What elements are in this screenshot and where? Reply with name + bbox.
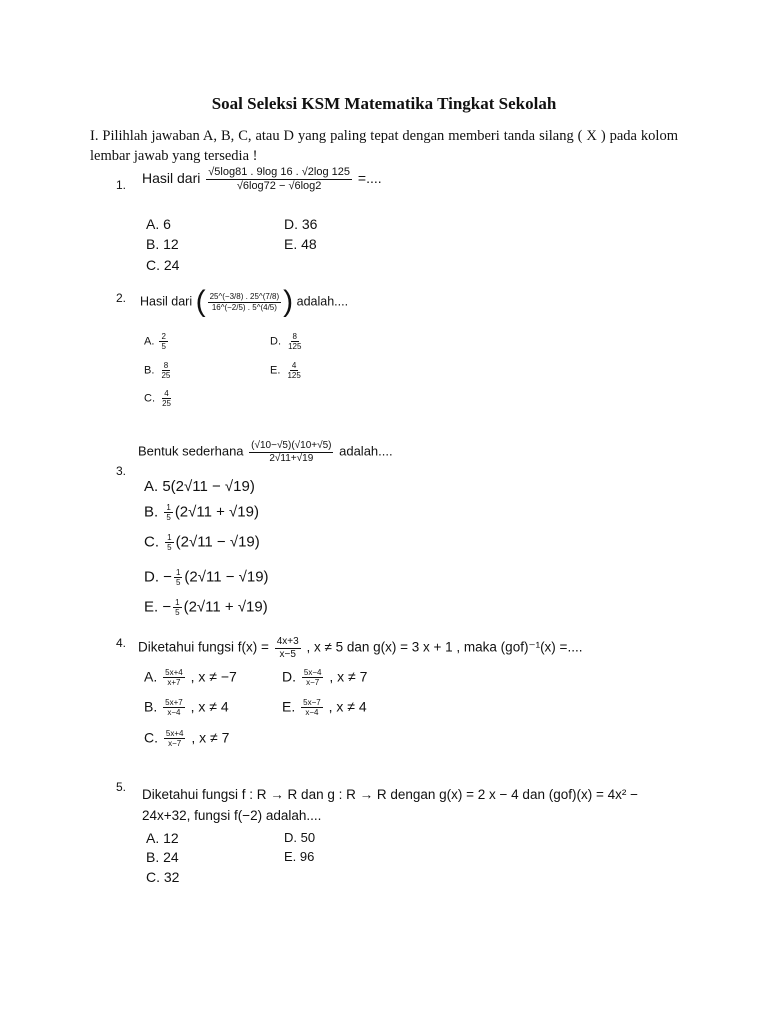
q3-option-b-frac-num: 1 (166, 503, 171, 512)
q4-option-a-den: x+7 (167, 678, 181, 688)
q3-option-c-label: C. (144, 533, 159, 551)
question-3-stem (138, 440, 393, 464)
question-3-fraction (249, 440, 333, 464)
q3-option-e-frac-num: 1 (175, 598, 180, 607)
q2-option-a-den: 5 (161, 342, 166, 352)
q2-option-c-label: C. (144, 392, 155, 405)
question-1-suffix: =.... (357, 169, 382, 186)
question-4-middle: , x ≠ 5 dan g(x) = 3 x + 1 , maka (gof)⁻¹(x) =.... (306, 639, 583, 655)
q3-option-e-expr: (2√11 + √19) (183, 598, 268, 616)
q4-option-e-num: 5x−7 (303, 698, 321, 707)
question-1-denominator: √6log72 − √6log2 (236, 179, 322, 192)
question-4-f-den: x−5 (279, 648, 296, 660)
q3-option-e[interactable] (144, 598, 268, 617)
q5-option-a[interactable]: A. 12 (146, 830, 179, 846)
q3-option-d-frac-num: 1 (175, 568, 181, 577)
q3-option-c[interactable] (144, 533, 260, 552)
q5-option-c[interactable]: C. 32 (146, 869, 180, 885)
question-1-stem (142, 166, 382, 192)
q3-option-b[interactable] (144, 503, 259, 522)
question-2-prefix: Hasil dari (140, 294, 193, 309)
q4-option-e-den: x−4 (305, 708, 319, 718)
q3-option-e-frac-den: 5 (175, 608, 180, 618)
question-4-fraction (275, 636, 301, 660)
q4-option-c-label: C. (144, 729, 158, 746)
q5-option-d[interactable]: D. 50 (284, 830, 316, 845)
instruction-text: I. Pilihlah jawaban A, B, C, atau D yang paling tepat dengan memberi tanda silang ( X ) pada kolom lembar jawab yang tersedia ! (90, 128, 678, 164)
question-2-number: 2. (116, 291, 127, 305)
q2-option-e-label: E. (270, 364, 281, 377)
q3-option-b-label: B. (144, 503, 159, 521)
q1-option-b[interactable]: B. 12 (146, 236, 179, 252)
q1-option-d[interactable]: D. 36 (284, 216, 318, 232)
q2-option-b-den: 25 (161, 371, 171, 381)
q4-option-d-label: D. (282, 668, 296, 685)
question-4-prefix: Diketahui fungsi f(x) = (138, 639, 269, 655)
q4-option-e-label: E. (282, 698, 296, 715)
question-2-numerator: 25^(−3/8) . 25^(7/8) (209, 292, 280, 302)
q4-option-e[interactable] (282, 698, 367, 717)
q4-option-a[interactable] (144, 668, 237, 687)
question-3-prefix: Bentuk sederhana (138, 443, 244, 459)
question-1-prefix: Hasil dari (142, 169, 201, 186)
question-4-f-num: 4x+3 (276, 636, 299, 647)
question-4-stem (138, 636, 582, 660)
q3-option-e-label: E. (144, 598, 159, 616)
q4-option-a-num: 5x+4 (165, 668, 183, 677)
q4-option-b-den: x−4 (167, 708, 181, 718)
q3-option-c-frac-den: 5 (167, 543, 172, 553)
q1-option-c[interactable]: C. 24 (146, 257, 180, 273)
q2-option-e-num: 4 (291, 361, 297, 370)
q2-option-c[interactable] (144, 389, 175, 408)
q3-option-d-expr: (2√11 − √19) (184, 568, 269, 586)
q4-option-b-num: 5x+7 (165, 698, 183, 707)
q3-option-d-minus: − (163, 568, 172, 586)
question-1-fraction (206, 166, 352, 192)
q4-option-b-cond: , x ≠ 4 (190, 698, 229, 715)
question-2-fraction (208, 292, 282, 311)
q3-option-d-label: D. (144, 568, 159, 586)
q4-option-c-den: x−7 (168, 739, 182, 749)
q3-option-a[interactable]: A. 5(2√11 − √19) (144, 478, 255, 495)
q2-option-a-label: A. (144, 335, 155, 348)
q2-option-d-den: 125 (288, 342, 302, 352)
q3-option-c-expr: (2√11 − √19) (175, 533, 260, 551)
question-3-suffix: adalah.... (339, 443, 393, 459)
q4-option-b-label: B. (144, 698, 158, 715)
q3-option-b-expr: (2√11 + √19) (174, 503, 259, 521)
q2-option-c-num: 4 (164, 389, 169, 398)
q4-option-d-den: x−7 (306, 678, 320, 688)
q2-option-d[interactable] (270, 332, 305, 351)
q2-option-a[interactable] (144, 332, 170, 351)
question-4-number: 4. (116, 636, 127, 650)
q3-option-d-frac-den: 5 (175, 578, 181, 588)
q4-option-d[interactable] (282, 668, 367, 687)
q1-option-a[interactable]: A. 6 (146, 216, 171, 232)
q3-option-d[interactable] (144, 568, 269, 587)
q4-option-e-cond: , x ≠ 4 (328, 698, 367, 715)
question-3-numerator: (√10−√5)(√10+√5) (251, 440, 332, 451)
q4-option-c[interactable] (144, 729, 229, 748)
question-2-suffix: adalah.... (296, 294, 349, 309)
q5-option-e[interactable]: E. 96 (284, 849, 315, 864)
question-5-line-2: 24x+32, fungsi f(−2) adalah.... (142, 808, 322, 823)
question-2-denominator: 16^(−2/5) . 5^(4/5) (211, 302, 277, 312)
q4-option-a-cond: , x ≠ −7 (190, 668, 237, 685)
q4-option-c-num: 5x+4 (165, 729, 184, 738)
q5-option-b[interactable]: B. 24 (146, 849, 179, 865)
question-5-number: 5. (116, 780, 127, 794)
q3-option-b-frac-den: 5 (166, 513, 171, 523)
q2-option-e-den: 125 (287, 371, 301, 381)
q4-option-a-label: A. (144, 668, 158, 685)
q2-option-b-num: 8 (163, 361, 169, 370)
q4-option-d-cond: , x ≠ 7 (329, 668, 368, 685)
q3-option-e-minus: − (162, 598, 172, 616)
q4-option-b[interactable] (144, 698, 229, 717)
question-3-denominator: 2√11+√19 (269, 452, 314, 464)
q2-option-d-label: D. (270, 335, 281, 348)
question-3-number: 3. (116, 464, 127, 478)
question-1-numerator: √5log81 . 9log 16 . √2log 125 (208, 166, 350, 178)
q1-option-e[interactable]: E. 48 (284, 236, 317, 252)
page-title: Soal Seleksi KSM Matematika Tingkat Sekolah (211, 94, 557, 113)
q2-option-b[interactable] (144, 361, 174, 380)
q3-option-c-frac-num: 1 (167, 533, 172, 542)
question-2-stem: Hasil dari ( $\frac{25\^{}(-3/8) . 25\^{}(7/8)}{16\^{}(-2/5) . 5\^{}(4/5)}$ ) adalah.... (140, 285, 349, 318)
q4-option-d-num: 5x−4 (303, 668, 322, 677)
q2-option-b-label: B. (144, 364, 155, 377)
q2-option-c-den: 25 (162, 399, 171, 409)
q4-option-c-cond: , x ≠ 7 (191, 729, 230, 746)
question-5-line-1: Diketahui fungsi f : R → R dan g : R → R dengan g(x) = 2 x − 4 dan (gof)(x) = 4x² − (142, 787, 638, 802)
q2-option-d-num: 8 (292, 332, 297, 341)
q2-option-e[interactable] (270, 361, 305, 380)
q2-option-a-num: 2 (161, 332, 166, 341)
question-1-number: 1. (116, 178, 127, 192)
